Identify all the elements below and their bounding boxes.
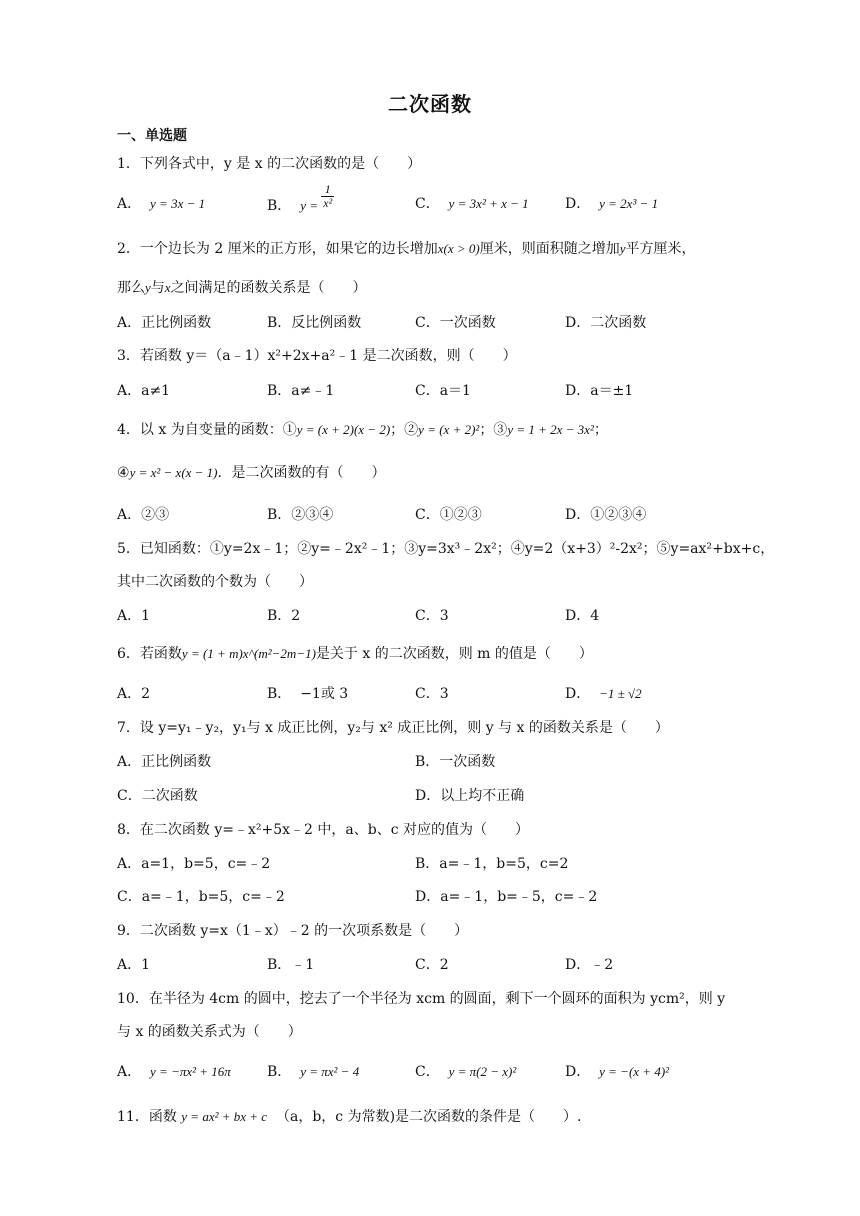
question-5: 5．已知函数：①y=2x﹣1；②y=﹣2x²﹣1；③y=3x³﹣2x²；④y=2（x+3）²-2x²；⑤y=ax²+bx+c， <box>117 541 775 557</box>
option-a[interactable]: A．a=1，b=5，c=﹣2 <box>117 856 271 872</box>
option-c[interactable]: C．一次函数 <box>415 315 496 331</box>
option-c[interactable]: C．2 <box>415 957 449 973</box>
question-10: 10．在半径为 4cm 的圆中，挖去了一个半径为 xcm 的圆面，剩下一个圆环的面积为 ycm²，则 y <box>117 991 726 1007</box>
option-d[interactable]: D． y = 2x³ − 1 <box>565 196 659 212</box>
page-title: 二次函数 <box>388 92 472 116</box>
section-heading: 一、单选题 <box>117 128 187 144</box>
option-a[interactable]: A．2 <box>117 686 151 702</box>
question-7-options-row-1 <box>117 751 757 775</box>
question-7: 7．设 y=y₁﹣y₂，y₁与 x 成正比例，y₂与 x² 成正比例，则 y 与 x 的函数关系是（ ） <box>117 720 669 736</box>
option-c[interactable]: C．a=﹣1，b=5，c=﹣2 <box>117 889 285 905</box>
option-c[interactable]: C．二次函数 <box>117 788 198 804</box>
question-10-options <box>117 1061 757 1085</box>
question-6-options <box>117 683 757 707</box>
option-d[interactable]: D．二次函数 <box>565 315 647 331</box>
option-d[interactable]: D．4 <box>565 608 600 624</box>
option-a[interactable]: A．正比例函数 <box>117 315 212 331</box>
option-d[interactable]: D．a=﹣1，b=﹣5，c=﹣2 <box>415 889 598 905</box>
option-b[interactable]: B． −1或 3 <box>267 686 349 702</box>
question-7-options-row-2 <box>117 785 757 809</box>
question-1-options <box>117 182 757 217</box>
option-b[interactable]: B．一次函数 <box>415 754 496 770</box>
question-6: 6．若函数y = (1 + m)x^(m²−2m−1)是关于 x 的二次函数，则 m 的值是（ ） <box>117 646 593 662</box>
option-c[interactable]: C．3 <box>415 608 449 624</box>
option-a[interactable]: A．正比例函数 <box>117 754 212 770</box>
option-b[interactable]: B． y = $\frac{1}{\text{x²}}$ <box>267 182 333 215</box>
option-a[interactable]: A．a≠1 <box>117 383 171 399</box>
option-b[interactable]: B．2 <box>267 608 301 624</box>
question-4-line-2: ④y = x² − x(x − 1)．是二次函数的有（ ） <box>117 465 386 481</box>
option-d[interactable]: D．﹣2 <box>565 957 614 973</box>
option-c[interactable]: C． y = π(2 − x)² <box>415 1064 517 1080</box>
question-4-options <box>117 504 757 528</box>
question-3-options <box>117 380 757 404</box>
question-3: 3．若函数 y＝（a﹣1）x²+2x+a²﹣1 是二次函数，则（ ） <box>117 348 517 364</box>
question-1: 1．下列各式中，y 是 x 的二次函数的是（ ） <box>117 156 422 172</box>
question-10-line-2: 与 x 的函数关系式为（ ） <box>117 1024 302 1040</box>
option-c[interactable]: C．3 <box>415 686 449 702</box>
question-9: 9．二次函数 y=x（1﹣x）﹣2 的一次项系数是（ ） <box>117 923 469 939</box>
question-11: 11．函数 y = ax² + bx + c （a，b，c 为常数)是二次函数的条件是（ ）. <box>117 1109 582 1125</box>
question-5-options <box>117 605 757 629</box>
question-9-options <box>117 954 757 978</box>
option-c[interactable]: C． y = 3x² + x − 1 <box>415 196 529 212</box>
option-d[interactable]: D．以上均不正确 <box>415 788 525 804</box>
option-b[interactable]: B．a≠﹣1 <box>267 383 335 399</box>
question-4: 4．以 x 为自变量的函数：①y = (x + 2)(x − 2)；②y = (x + 2)²；③y = 1 + 2x − 3x²； <box>117 422 608 438</box>
option-a[interactable]: A． y = 3x − 1 <box>117 196 206 212</box>
option-c[interactable]: C．①②③ <box>415 507 482 523</box>
option-b[interactable]: B．a=﹣1，b=5，c=2 <box>415 856 569 872</box>
option-c[interactable]: C．a＝1 <box>415 383 471 399</box>
option-a[interactable]: A． y = −πx² + 16π <box>117 1064 231 1080</box>
option-d[interactable]: D． −1 ± √2 <box>565 686 642 702</box>
option-b[interactable]: B．反比例函数 <box>267 315 362 331</box>
question-8-options-row-1 <box>117 853 757 877</box>
option-d[interactable]: D．①②③④ <box>565 507 647 523</box>
question-2: 2．一个边长为 2 厘米的正方形，如果它的边长增加x(x > 0)厘米，则面积随之增加y平方厘米， <box>117 241 696 257</box>
option-a[interactable]: A．1 <box>117 957 151 973</box>
question-2-options <box>117 312 757 336</box>
question-5-line-2: 其中二次函数的个数为（ ） <box>117 574 313 590</box>
option-b[interactable]: B．﹣1 <box>267 957 315 973</box>
option-a[interactable]: A．②③ <box>117 507 170 523</box>
option-d[interactable]: D．a＝±1 <box>565 383 634 399</box>
question-8-options-row-2 <box>117 886 757 910</box>
option-a[interactable]: A．1 <box>117 608 151 624</box>
question-8: 8．在二次函数 y=﹣x²+5x﹣2 中，a、b、c 对应的值为（ ） <box>117 822 530 838</box>
option-b[interactable]: B． y = πx² − 4 <box>267 1064 360 1080</box>
option-b[interactable]: B．②③④ <box>267 507 334 523</box>
option-d[interactable]: D． y = −(x + 4)² <box>565 1064 670 1080</box>
question-2-line-2: 那么y与x之间满足的函数关系是（ ） <box>117 280 367 296</box>
